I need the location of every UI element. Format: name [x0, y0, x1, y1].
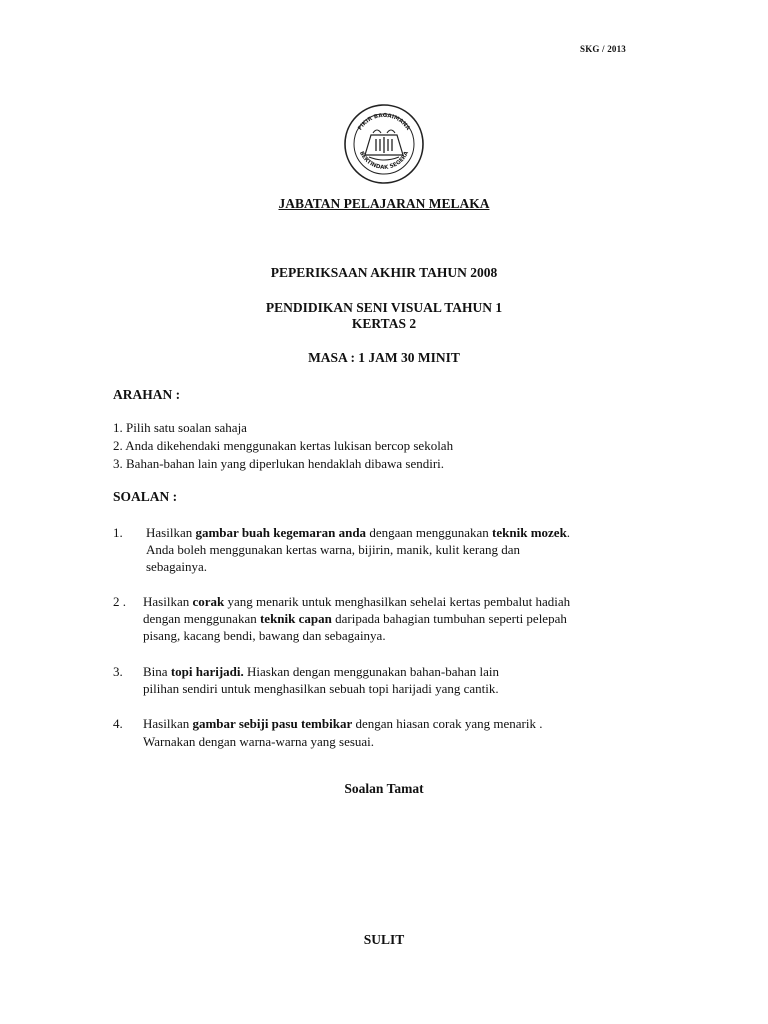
svg-text:FIKIR BAGAIMANA	[357, 113, 411, 132]
questions-heading: SOALAN :	[113, 489, 178, 504]
logo-motto-top: FIKIR BAGAIMANA	[357, 112, 411, 132]
question-1-line-3: sebagainya.	[146, 559, 208, 574]
question-2-line-3: pisang, kacang bendi, bawang dan sebagainya.	[143, 628, 386, 643]
question-number: 3.	[113, 664, 123, 679]
question-2-line-2: dengan menggunakan teknik capan daripada bahagian tumbuhan seperti pelepah	[143, 611, 567, 626]
duration: MASA : 1 JAM 30 MINIT	[308, 350, 460, 365]
document-code: SKG / 2013	[580, 44, 627, 54]
question-3-line-2: pilihan sendiri untuk menghasilkan sebuah topi harijadi yang cantik.	[143, 681, 499, 696]
instruction-item: 2. Anda dikehendaki menggunakan kertas lukisan bercop sekolah	[113, 438, 454, 453]
question-1-line-1: Hasilkan gambar buah kegemaran anda dengaan menggunakan teknik mozek.	[146, 525, 571, 540]
instruction-item: 3. Bahan-bahan lain yang diperlukan hendaklah dibawa sendiri.	[113, 456, 445, 471]
logo-motto-bottom: BERTINDAK SEGERA	[357, 150, 411, 171]
question-4-line-1: Hasilkan gambar sebiji pasu tembikar dengan hiasan corak yang menarik .	[143, 716, 543, 731]
exam-title: PEPERIKSAAN AKHIR TAHUN 2008	[270, 265, 498, 280]
instructions-heading: ARAHAN :	[113, 387, 181, 402]
question-number: 1.	[113, 525, 123, 540]
question-number: 4.	[113, 716, 123, 731]
ministry-logo	[343, 103, 425, 185]
question-2-line-1: Hasilkan corak yang menarik untuk menghasilkan sehelai kertas pembalut hadiah	[143, 594, 571, 609]
classification-label: SULIT	[363, 932, 405, 947]
paper-title: KERTAS 2	[351, 316, 417, 331]
instruction-item: 1. Pilih satu soalan sahaja	[113, 420, 247, 435]
question-number: 2 .	[113, 594, 126, 609]
department-title: JABATAN PELAJARAN MELAKA	[278, 196, 490, 211]
subject-title: PENDIDIKAN SENI VISUAL TAHUN 1	[265, 300, 503, 315]
logo-seal-icon	[343, 103, 425, 185]
question-1-line-2: Anda boleh menggunakan kertas warna, bijirin, manik, kulit kerang dan	[146, 542, 521, 557]
end-of-questions: Soalan Tamat	[344, 781, 424, 796]
question-4-line-2: Warnakan dengan warna-warna yang sesuai.	[143, 734, 375, 749]
question-3-line-1: Bina topi harijadi. Hiaskan dengan menggunakan bahan-bahan lain	[143, 664, 499, 679]
